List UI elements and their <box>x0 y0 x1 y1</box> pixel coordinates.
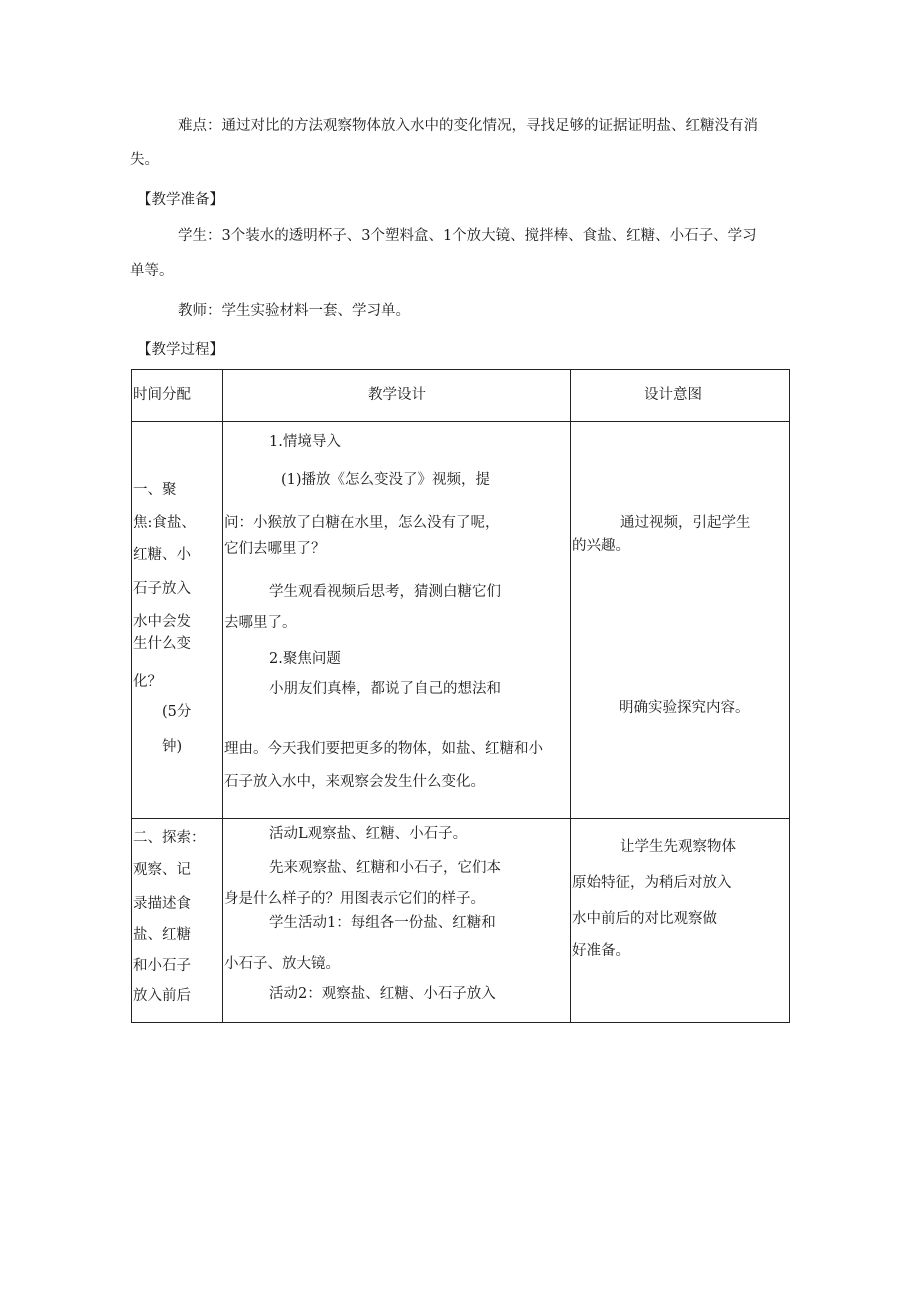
difficulty-line-2: 失。 <box>130 152 159 168</box>
row2-time-line: 盐、红糖 <box>133 927 191 943</box>
row1-design-line: 学生观看视频后思考，猜测白糖它们 <box>269 584 501 600</box>
table-divider-row <box>132 818 789 819</box>
row2-time-line: 放入前后 <box>133 988 191 1004</box>
row1-intent-line: 通过视频，引起学生 <box>620 515 751 531</box>
row2-time-line: 和小石子 <box>133 958 191 974</box>
student-materials-line-1: 学生：3个装水的透明杯子、3个塑料盒、1个放大镜、搅拌棒、食盐、红糖、小石子、学习 <box>178 228 757 244</box>
row1-intent-line: 的兴趣。 <box>572 538 630 554</box>
row2-design-line: 小石子、放大镜。 <box>224 956 340 972</box>
row1-time-line: 水中会发 <box>133 614 191 630</box>
header-time: 时间分配 <box>133 387 191 403</box>
table-column-divider-1 <box>222 370 223 1022</box>
header-design: 教学设计 <box>368 387 426 403</box>
row1-design-line: 2.聚焦问题 <box>269 651 341 667</box>
row1-design-line: 1.情境导入 <box>269 434 341 450</box>
row2-intent-line: 原始特征，为稍后对放入 <box>572 875 732 891</box>
row2-design-line: 活动2：观察盐、红糖、小石子放入 <box>269 986 496 1002</box>
row2-design-line: 身是什么样子的？用图表示它们的样子。 <box>224 891 485 907</box>
row2-design-line: 活动L观察盐、红糖、小石子。 <box>269 826 468 842</box>
lesson-process-table <box>131 369 790 1023</box>
row1-design-line: (1)播放《怎么变没了》视频，提 <box>281 472 491 488</box>
row1-time-line: 钟) <box>162 739 183 755</box>
row2-intent-line: 好准备。 <box>572 943 630 959</box>
row1-time-line: (5分 <box>162 704 192 720</box>
row1-time-line: 焦:食盐、 <box>133 515 196 531</box>
student-materials-line-2: 单等。 <box>130 263 174 279</box>
row1-design-line: 理由。今天我们要把更多的物体，如盐、红糖和小 <box>224 741 543 757</box>
row1-time-line: 红糖、小 <box>133 547 191 563</box>
row1-time-line: 一、聚 <box>133 482 177 498</box>
row1-design-line: 去哪里了。 <box>224 615 297 631</box>
row1-design-line: 问：小猴放了白糖在水里，怎么没有了呢， <box>224 515 500 531</box>
header-intent: 设计意图 <box>644 387 702 403</box>
row1-time-line: 化？ <box>133 674 162 690</box>
row2-design-line: 先来观察盐、红糖和小石子，它们本 <box>269 860 501 876</box>
row2-design-line: 学生活动1：每组各一份盐、红糖和 <box>269 915 496 931</box>
process-heading: 【教学过程】 <box>137 342 224 358</box>
row1-time-line: 石子放入 <box>133 581 191 597</box>
row2-time-line: 录描述食 <box>133 896 191 912</box>
row2-time-line: 二、探索： <box>133 830 206 846</box>
row1-design-line: 它们去哪里了？ <box>224 541 326 557</box>
row1-design-line: 石子放入水中，来观察会发生什么变化。 <box>224 774 485 790</box>
row2-intent-line: 让学生先观察物体 <box>620 839 736 855</box>
row1-design-line: 小朋友们真棒，都说了自己的想法和 <box>269 681 501 697</box>
prep-heading: 【教学准备】 <box>137 192 224 208</box>
teacher-materials-line: 教师：学生实验材料一套、学习单。 <box>178 303 410 319</box>
row1-intent-line: 明确实验探究内容。 <box>619 700 750 716</box>
table-divider-header <box>132 421 789 422</box>
row2-time-line: 观察、记 <box>133 862 191 878</box>
table-column-divider-2 <box>570 370 571 1022</box>
row2-intent-line: 水中前后的对比观察做 <box>572 911 717 927</box>
difficulty-line-1: 难点：通过对比的方法观察物体放入水中的变化情况，寻找足够的证据证明盐、红糖没有消 <box>178 118 758 134</box>
row1-time-line: 生什么变 <box>133 636 191 652</box>
